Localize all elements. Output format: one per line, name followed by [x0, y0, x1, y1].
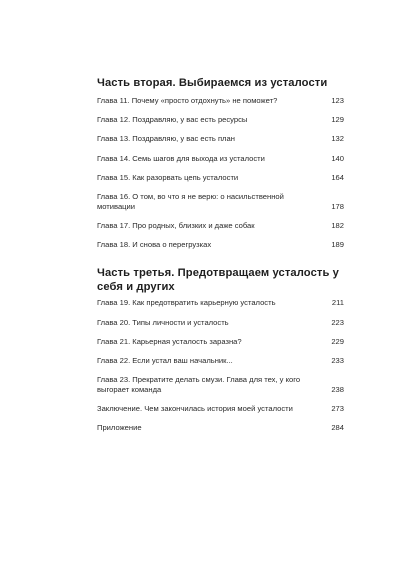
entry-page-number: 132	[331, 134, 344, 144]
table-of-contents	[97, 76, 344, 443]
toc-entry	[97, 115, 344, 125]
entry-page-number: 273	[331, 404, 344, 414]
entry-page-number: 178	[331, 201, 344, 211]
entry-page-number: 182	[331, 221, 344, 231]
entry-title: Приложение	[97, 423, 142, 433]
entry-title: Глава 15. Как разорвать цепь усталости	[97, 172, 239, 182]
entry-page-number: 233	[331, 355, 344, 365]
toc-entry	[97, 173, 344, 183]
entry-page-number: 238	[331, 385, 344, 395]
toc-entry	[97, 221, 344, 231]
toc-entry	[97, 404, 344, 414]
entry-title: Глава 19. Как предотвратить карьерную усталость	[97, 298, 276, 308]
toc-entry	[97, 375, 344, 395]
toc-entry	[97, 423, 344, 433]
toc-entry	[97, 96, 344, 106]
entry-page-number: 211	[331, 298, 344, 308]
entry-page-number: 140	[331, 153, 344, 163]
entry-title: Глава 12. Поздравляю, у вас есть ресурсы	[97, 115, 248, 125]
toc-part-three	[97, 266, 344, 433]
entry-page-number: 164	[331, 172, 344, 182]
entry-title: Глава 18. И снова о перегрузках	[97, 240, 212, 250]
toc-entry	[97, 192, 344, 212]
toc-entry	[97, 337, 344, 347]
toc-part-two	[97, 76, 344, 250]
part-title: Часть вторая. Выбираемся из усталости	[97, 77, 328, 89]
toc-entry	[97, 240, 344, 250]
entry-title: Заключение. Чем закончилась история моей усталости	[97, 404, 293, 414]
toc-entry	[97, 134, 344, 144]
entry-title: Глава 20. Типы личности и усталость	[97, 317, 229, 327]
entry-title: Глава 11. Почему «просто отдохнуть» не поможет?	[97, 96, 278, 105]
entry-title: Глава 14. Семь шагов для выхода из усталости	[97, 153, 265, 163]
entry-page-number: 189	[331, 240, 344, 250]
entry-title: Глава 13. Поздравляю, у вас есть план	[97, 134, 235, 144]
entry-title: Глава 17. Про родных, близких и даже собак	[97, 221, 255, 231]
entry-title: Глава 21. Карьерная усталость заразна?	[97, 336, 242, 346]
entry-title: Глава 16. О том, во что я не верю: о насильственной мотивации	[97, 191, 284, 211]
entry-page-number: 229	[331, 336, 344, 346]
entry-page-number: 123	[331, 96, 344, 105]
entry-title: Глава 22. Если устал ваш начальник...	[97, 355, 233, 365]
entry-page-number: 284	[331, 423, 344, 433]
entry-page-number: 129	[331, 115, 344, 125]
toc-entry	[97, 154, 344, 164]
part-title: Часть третья. Предотвращаем усталость у себя и других	[97, 267, 339, 294]
toc-entry	[97, 318, 344, 328]
toc-entry	[97, 298, 344, 308]
entry-title: Глава 23. Прекратите делать смузи. Глава для тех, у кого выгорает команда	[97, 375, 301, 395]
toc-entry	[97, 356, 344, 366]
entry-page-number: 223	[331, 317, 344, 327]
